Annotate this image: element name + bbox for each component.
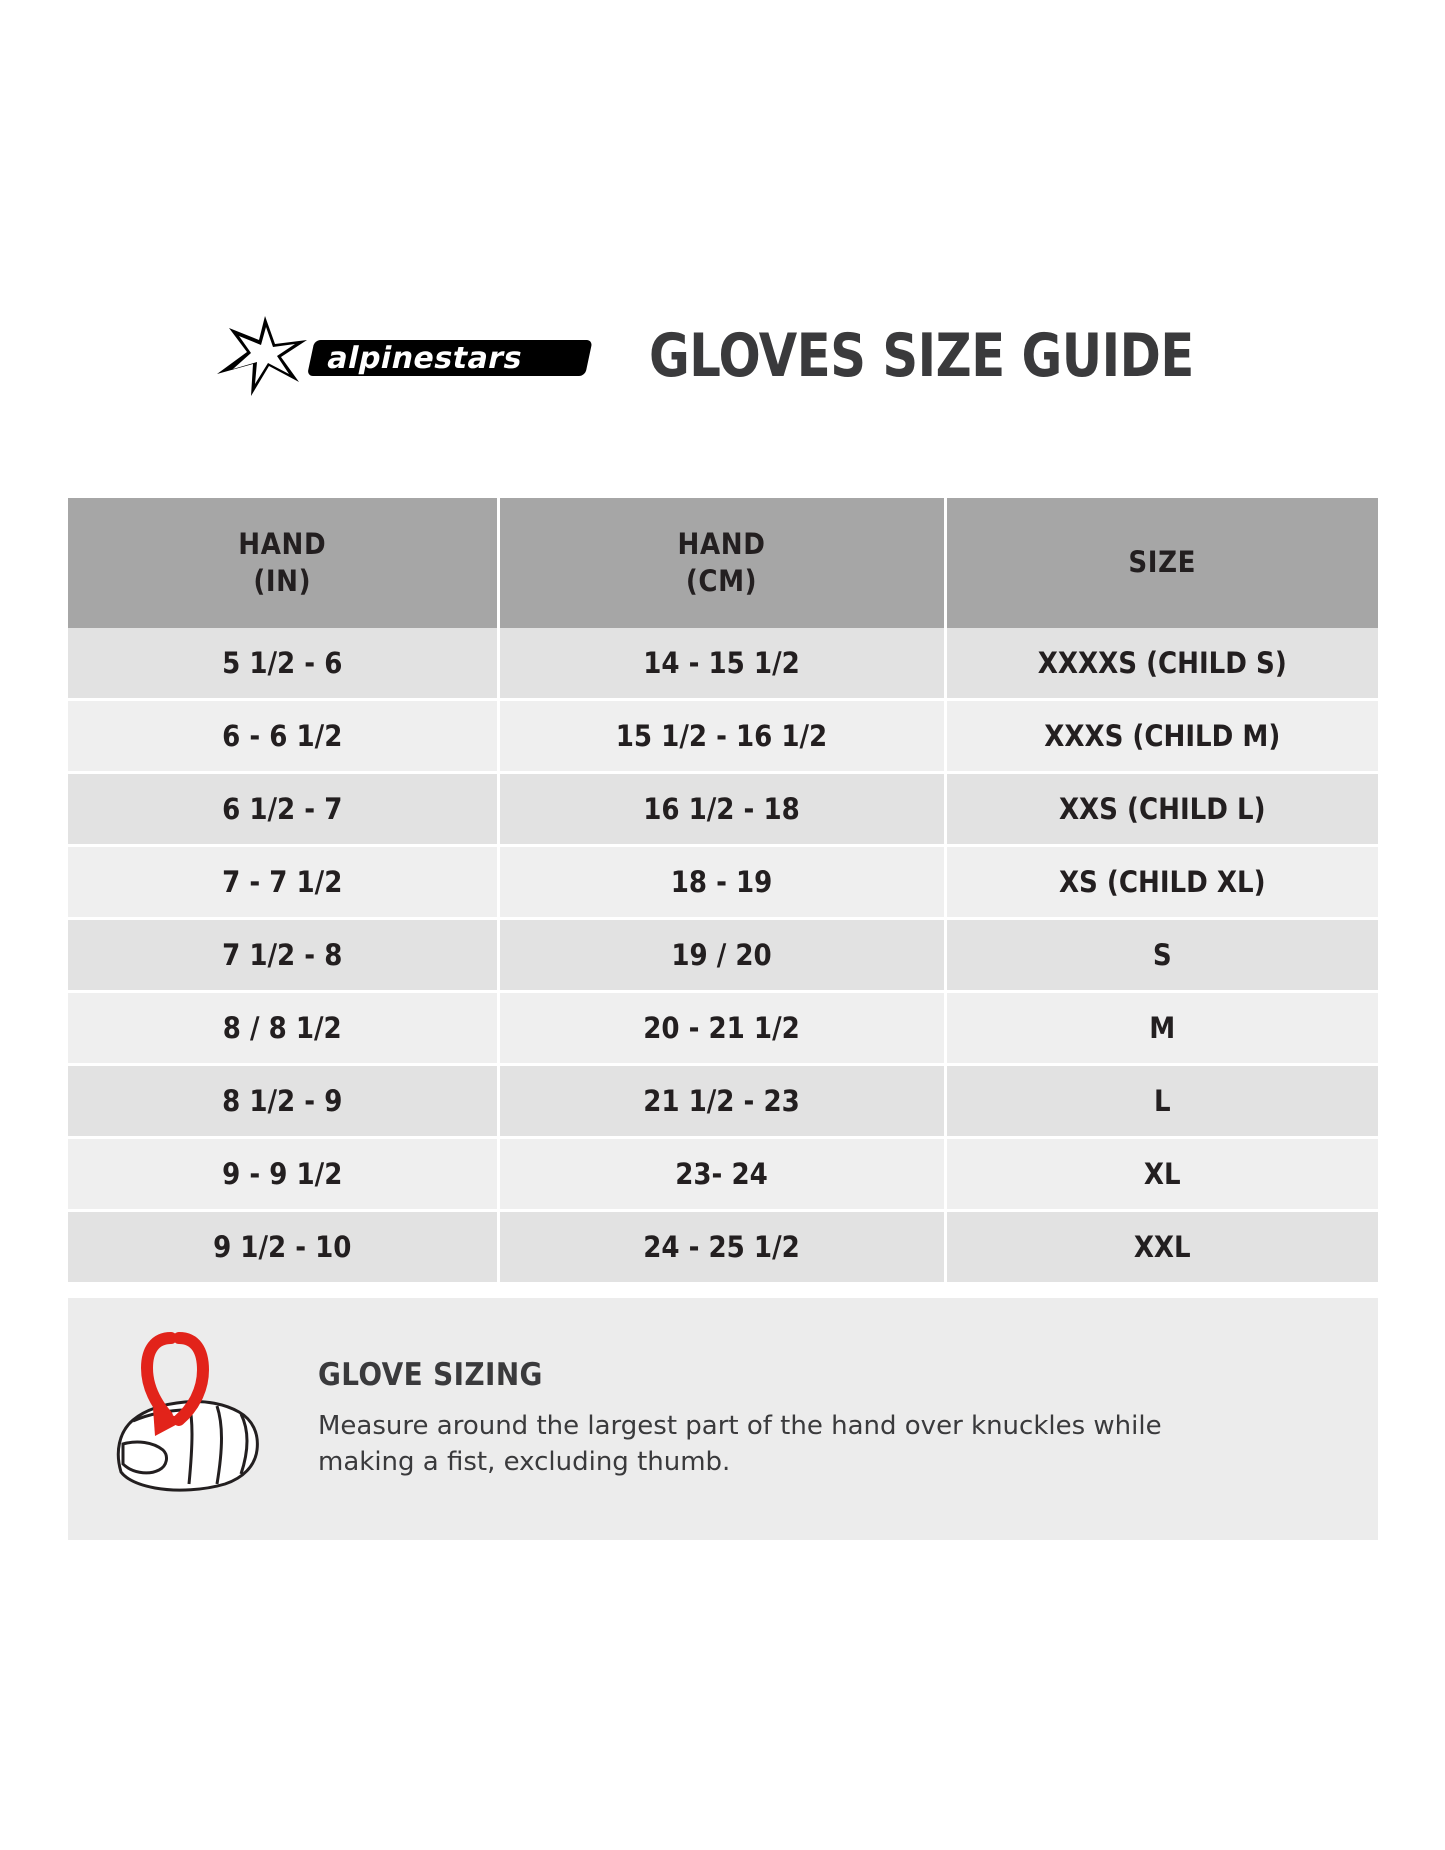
cell-hand-in: 7 1/2 - 8 [68, 919, 498, 992]
table-row [68, 1065, 1378, 1138]
column-header-line1: SIZE [1128, 545, 1197, 580]
cell-size: L [945, 1065, 1378, 1138]
cell-hand-in: 5 1/2 - 6 [68, 628, 498, 700]
page-header [0, 310, 1445, 402]
glove-size-table [68, 498, 1378, 1282]
cell-size: M [945, 992, 1378, 1065]
cell-size: XXXXS (CHILD S) [945, 628, 1378, 700]
column-header-hand-in [68, 498, 498, 628]
cell-hand-cm: 19 / 20 [498, 919, 945, 992]
cell-hand-cm: 16 1/2 - 18 [498, 773, 945, 846]
cell-size: XL [945, 1138, 1378, 1211]
table-row [68, 1211, 1378, 1283]
column-header-line2: (IN) [253, 564, 312, 598]
cell-size: XXL [945, 1211, 1378, 1283]
table-row [68, 700, 1378, 773]
cell-size: XXXS (CHILD M) [945, 700, 1378, 773]
cell-hand-cm: 14 - 15 1/2 [498, 628, 945, 700]
table-row [68, 628, 1378, 700]
note-body: Measure around the largest part of the hand over knuckles while making a fist, excluding thumb. [318, 1411, 1162, 1477]
cell-size: XS (CHILD XL) [945, 846, 1378, 919]
hand-fist-measure-icon [68, 1298, 318, 1540]
table-row [68, 846, 1378, 919]
cell-hand-cm: 15 1/2 - 16 1/2 [498, 700, 945, 773]
cell-hand-cm: 24 - 25 1/2 [498, 1211, 945, 1283]
cell-hand-cm: 20 - 21 1/2 [498, 992, 945, 1065]
cell-hand-cm: 23- 24 [498, 1138, 945, 1211]
svg-text:alpinestars: alpinestars [324, 341, 527, 376]
table-row [68, 919, 1378, 992]
alpinestars-logo [203, 310, 603, 402]
table-body [68, 628, 1378, 1282]
table-row [68, 773, 1378, 846]
cell-size: S [945, 919, 1378, 992]
note-text-block [318, 1357, 1258, 1481]
column-header-hand-cm [498, 498, 945, 628]
cell-hand-in: 6 1/2 - 7 [68, 773, 498, 846]
cell-hand-in: 6 - 6 1/2 [68, 700, 498, 773]
column-header-line1: HAND [677, 526, 766, 561]
cell-hand-cm: 21 1/2 - 23 [498, 1065, 945, 1138]
table-row [68, 1138, 1378, 1211]
alpinestars-wordmark [307, 340, 593, 376]
page-title: GLOVES SIZE GUIDE [649, 321, 1195, 391]
alpinestars-star-icon [217, 316, 307, 396]
note-title: GLOVE SIZING [318, 1357, 543, 1394]
table-header-row [68, 498, 1378, 628]
cell-size: XXS (CHILD L) [945, 773, 1378, 846]
table-header [68, 498, 1378, 628]
cell-hand-in: 8 1/2 - 9 [68, 1065, 498, 1138]
cell-hand-in: 8 / 8 1/2 [68, 992, 498, 1065]
cell-hand-in: 9 - 9 1/2 [68, 1138, 498, 1211]
cell-hand-cm: 18 - 19 [498, 846, 945, 919]
cell-hand-in: 7 - 7 1/2 [68, 846, 498, 919]
table-row [68, 992, 1378, 1065]
column-header-line1: HAND [238, 526, 327, 561]
cell-hand-in: 9 1/2 - 10 [68, 1211, 498, 1283]
column-header-line2: (CM) [685, 564, 758, 598]
glove-sizing-note [68, 1298, 1378, 1540]
column-header-size [945, 498, 1378, 628]
